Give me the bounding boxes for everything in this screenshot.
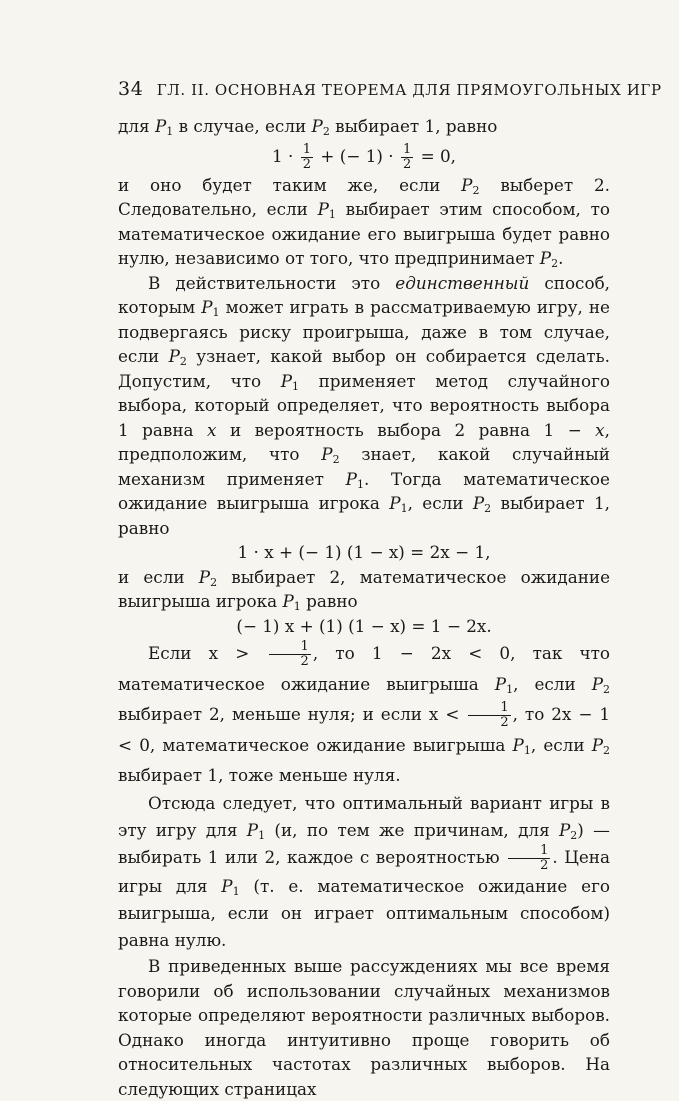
fraction: $\frac{1}{2}$ [468,701,510,730]
paragraph-2: и оно будет таким же, если $P_2$ выберет 2. Следовательно, если $P_1$ выбирает этим способом, то математическое ожидание его выигрыша будет равно нулю, независимо от того, что предпринимает $P_2$. [118,174,611,270]
running-header [118,78,662,100]
formula-1: 1 · $\frac{1}{2}$ + (− 1) · $\frac{1}{2}$ = 0, [272,141,456,172]
formula-2: 1 · x + (− 1) (1 − x) = 2x − 1, [237,542,491,562]
paragraph-3: В действительности это единственный способ, которым $P_1$ может играть в рассматриваемую игру, не подвергаясь риску проигрыша, даже в том случае, если $P_2$ узнает, какой выбор он собирается сделать. Допустим, что $P_1$ применяет метод случайного выбора, который определяет, что вероятность выбора 1 равна x и вероятность выбора 2 равна 1 − x, предположим, что $P_2$ знает, какой случайный механизм применяет $P_1$. Тогда математическое ожидание выигрыша игрока $P_1$, если $P_2$ выбирает 1, равно [118,272,611,538]
fraction: $\frac{1}{2}$ [508,844,550,873]
paragraph-7: В приведенных выше рассуждениях мы все время говорили об использовании случайных механизмов которые определяют вероятности различных выборов. Однако иногда интуитивно проще говорить об относительных частотах различных выборов. На следующих страницах [118,956,610,1099]
fraction: $\frac{1}{2}$ [269,640,311,669]
paragraph-1: для $P_1$ в случае, если $P_2$ выбирает 1, равно [118,116,498,138]
page-number: 34 [118,78,144,100]
paragraph-5: Если x > $\frac{1}{2}$ , то 1 − 2x < 0, так что математическое ожидание выигрыша $P_1$, если $P_2$ выбирает 2, меньше нуля; и если x < $\frac{1}{2}$ , то 2x − 1 < 0, математическое ожидание выигрыша $P_1$, если $P_2$ выбирает 1, тоже меньше нуля. [118,639,611,785]
paragraph-6: Отсюда следует, что оптимальный вариант игры в эту игру для $P_1$ (и, по тем же причинам, для $P_2$) — выбирать 1 или 2, каждое с вероятностью $\frac{1}{2}$ . Цена игры для $P_1$ (т. е. математическое ожидание его выигрыша, если он играет оптимальным способом) равна нулю. [118,793,610,950]
paragraph-4: и если $P_2$ выбирает 2, математическое ожидание выигрыша игрока $P_1$ равно [118,566,611,613]
fraction: $\frac{1}{2}$ [302,141,312,172]
formula-3: (− 1) x + (1) (1 − x) = 1 − 2x. [236,615,492,636]
page-body [118,114,610,1101]
running-title: ГЛ. II. ОСНОВНАЯ ТЕОРЕМА ДЛЯ ПРЯМОУГОЛЬНЫХ ИГР [156,81,662,99]
fraction: $\frac{1}{2}$ [402,141,412,172]
